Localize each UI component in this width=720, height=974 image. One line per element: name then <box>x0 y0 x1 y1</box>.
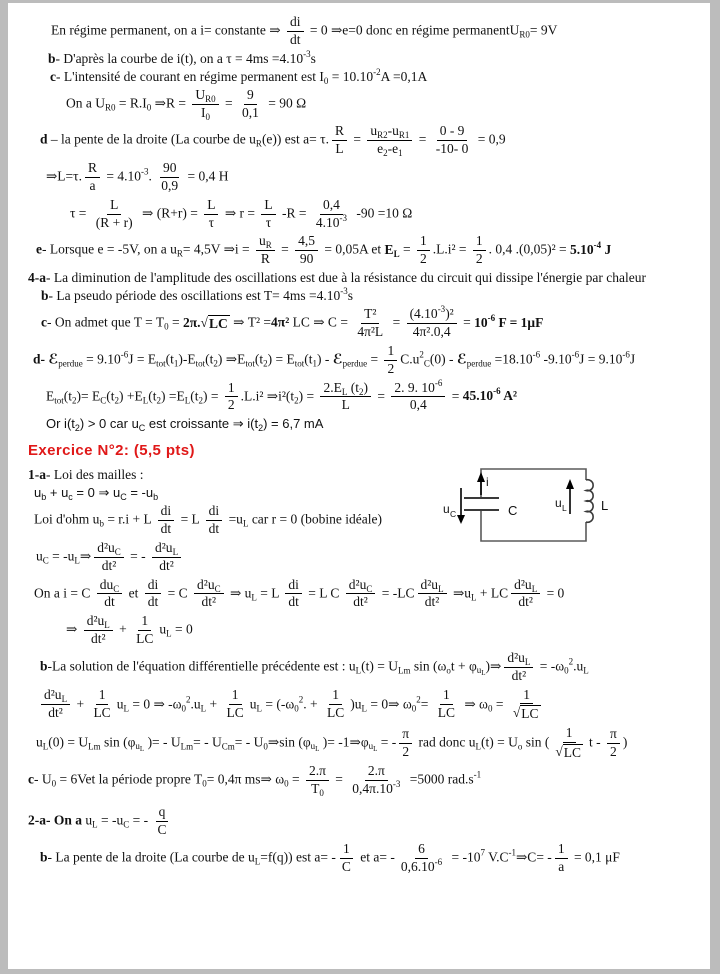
uc-arrow-icon <box>457 488 465 524</box>
ex2-1b-phase-line: $u_L(0) = U_{Lm}$ $\sin (\varphi_{u_L}$ )= - $U_{Lm}= - U_{Cm}=$ - $U_0\Rightarrow\sin$ ($\varphi_{u_L}$ )= $-1\Rightarrow\varphi_{u_L}$ = - $\frac{\pi}{2}$ rad donc $u_L(t) = U_o$ sin ( 1 √ LC t - $\frac{\pi}{2}$ ) <box>36 724 628 760</box>
ex2-equation-line: On a i = C $\frac{du_C}{dt}$ et $\frac{di}{dt}$ = C $\frac{d^2u_C}{\text{dt²}}$ ⇒ $u_L = L$ $\frac{di}{dt}$ = L C $\frac{d^2u_C}{\text{dt²}}$ = -LC $\frac{d^2u_L}{\text{dt²}}$ $\Rightarrow u_L$ + LC $\frac{d^2u_L}{\text{dt²}}$ = 0 <box>34 576 565 610</box>
ex2-2a-line: 2-a- On a $u_L = -u_C$ = - $\frac{q}{C}$ <box>28 804 167 837</box>
solution-text <box>8 14 710 875</box>
q4b-pseudo-periode-line: b- La pseudo période des oscillations est $T= 4ms =4.10^{-3}s$ <box>41 286 353 304</box>
q4c-capacite-line: c- On admet que $T = T_0 = 2\pi$. √ LC ⇒ T² =4π² LC ⇒ C = $\frac{\text{T²}}{\text{4π²L}}$ = $\frac{(4.10^{-3})^2}{\text{4π².0,4}}$ = $10^{-6}$ F = 1μF <box>41 304 544 339</box>
lc-circuit-figure <box>442 462 617 554</box>
current-label: i <box>486 475 489 489</box>
ex2-loi-ohm-line: Loi d'ohm $u_b = r.i + L$ $\frac{di}{dt}$ = L $\frac{di}{dt}$ $=u_L$ car r = 0 (bobine idéale) <box>34 503 382 537</box>
capacitor-icon <box>464 498 499 510</box>
regime-permanent-line: En régime permanent, on a i= constante ⇒ $\frac{di}{dt}$ = 0 ⇒e=0 donc en régime permanentU$_{R0}$= 9V <box>51 14 558 47</box>
uc-label-sub: C <box>450 509 457 519</box>
ex2-2b-pente-line: b- La pente de la droite (La courbe de $u_L=f(q)$) est a= - $\frac{1}{C}$ et a= - $\frac{6}{0,6.10^{-6}}$ = $-10^7$ $V.C^{-1}\Rightarrow C=$ - $\frac{1}{a}$ = 0,1 μF <box>40 840 620 874</box>
inductor-label: L <box>601 498 609 513</box>
capacitor-label: C <box>508 503 518 518</box>
q-d-r-line: τ = $\frac{L}{(R + r)}$ ⇒ (R+r) = $\frac{L}{\tau}$ ⇒ r = $\frac{L}{\tau}$ -R = $\frac{0,4}{4.10^{-3}}$ -90 =10 Ω <box>70 196 413 230</box>
q4d-energie-perdue-line: d- ℰ$_{perdue}$ = $9.10^{-6}J = E_{tot}(t_1)-E_{tot}(t_2)$ $\Rightarrow E_{tot}(t_2) = E_{tot}(t_1)$ - ℰ$_{perdue}$ = $\frac{1}{2}$ $C.u^2_C(0)$ - ℰ$_{perdue}$ $=18.10^{-6}$ $-9.10^{-6}J = 9.10^{-6}J$ <box>33 342 636 376</box>
q-e-energie-line: e- Lorsque e = -5V, on a $u_R= 4,5V$ ⇒i = $\frac{u_R}{R}$ = $\frac{4,5}{90}$ = 0,05A et $E_L$ = $\frac{1}{2}$ .L.i² = $\frac{1}{2}$ . 0,4 $.(0,05)^2 = 5.10^{-4}$ J <box>36 233 612 267</box>
ex2-1c-omega0-line: c- $U_0 = 6Vet$ la période propre $T_0= 0,4\pi$ ms⇒ $\omega_0$ = $\frac{2.\pi}{T_0}$ = $\frac{2.\pi}{0,4\pi.10^{-3}}$ =5000 $rad.s^{-1}$ <box>28 763 482 799</box>
q4d-i2-line: $E_{tot}(t_2)= E_C(t_2) +E_L(t_2) =E_L(t_2)$ = $\frac{1}{2}$ .L.i² $\Rightarrow i^2(t_2)$ = $\frac{2.E_L (t_2)}{L}$ = $\frac{2. 9. 10^{-6}}{0,4}$ = $45.10^{-6}$ A² <box>46 377 518 413</box>
current-arrow-icon <box>477 472 485 495</box>
ul-label-sub: L <box>562 503 567 513</box>
q-d-inductance-line: ⇒L=τ. $\frac{R}{a}$ = $4.10^{-3}$. $\frac{90}{0,9}$ = 0,4 H <box>46 160 229 193</box>
q4a-amortissement-line: 4-a- La diminution de l'amplitude des oscillations est due à la résistance du circuit qui dissipe l'énergie par chaleur <box>28 270 646 286</box>
ex2-eq-diff-line: ⇒ $\frac{d^2u_L}{\text{dt²}}$ + $\frac{1}{LC}$ $u_L = 0$ <box>66 613 193 647</box>
exercise-2-heading: Exercice N°2: (5,5 pts) <box>28 442 195 460</box>
document-page <box>8 3 710 969</box>
q-d-pente-line: d – la pente de la droite (La courbe de $u_R(e)$) est a= τ. $\frac{R}{L}$ = $\frac{u_{R2}-u_{R1}}{e_2-e_1}$ = $\frac{0 - 9}{-10- 0}$ = 0,9 <box>40 123 506 159</box>
ul-label: u <box>555 496 562 510</box>
ex2-derivee-line: $u_C$ = $-u_L\Rightarrow$ $\frac{d^2u_C}{\text{dt²}}$ = - $\frac{d^2u_L}{\text{dt²}}$ <box>8 540 710 575</box>
uc-label: u <box>443 502 450 516</box>
ex2-1a-titre-line: 1-a- Loi des mailles : <box>28 467 144 483</box>
lc-circuit-diagram <box>442 462 617 554</box>
ex2-1b-pulsation-line: $\frac{d^2u_L}{\text{dt²}}$ + $\frac{1}{LC}$ $u_L = 0$ ⇒ $-\omega_0^2.u_L$ + $\frac{1}{LC}$ $u_L = (-\omega_0^2$. + $\frac{1}{LC}$ )$u_L$ = 0⇒ $\omega_0^2=$ $\frac{1}{LC}$ ⇒ $\omega_0$ = 1 √ LC <box>8 687 710 723</box>
q4d-conclusion-line: Or $i(t_2) > 0$ car $u_C$ est croissante ⇒ $i(t_2) = 6,7$ mA <box>46 416 324 434</box>
ex2-maille-line: $u_b + u_c = 0$ ⇒ $u_C = -u_b$ <box>34 485 159 503</box>
q-c-intensite-line: c- L'intensité de courant en régime permanent est $I_0 = 10.10^{-2}A =0,1A$ <box>50 66 428 86</box>
inductor-icon <box>586 480 593 523</box>
q-c-resistance-line: On a $U_{R0} = R.I_0$ ⇒R = $\frac{U_{R0}}{I_0}$ = $\frac{9}{0,1}$ = 90 Ω <box>66 86 307 122</box>
q-b-tau-line: b- D'après la courbe de i(t), on a $\tau = 4ms =4.10^{-3}s$ <box>48 48 316 66</box>
ex2-1b-solution-line: b-La solution de l'équation différentielle précédente est : $u_L(t) = U_{Lm}$ $\sin (\omega_ot$ + $\varphi_{u_L})\Rightarrow$ $\frac{d^2u_L}{\text{dt²}}$ = $-\omega_0^2.u_L$ <box>40 649 589 683</box>
ul-arrow-icon <box>566 479 574 514</box>
